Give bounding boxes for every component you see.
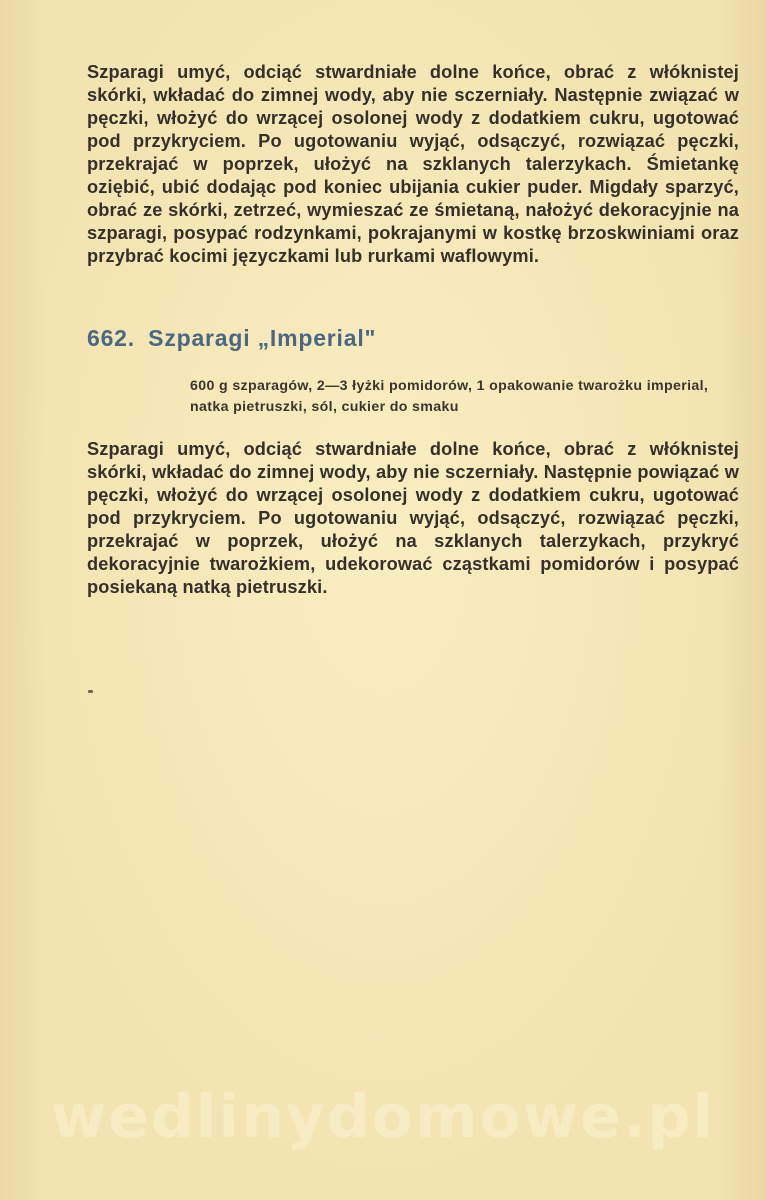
recipe-ingredients: 600 g szparagów, 2—3 łyżki pomidorów, 1 opakowanie twarożku imperial, natka pietruszki, sól, cukier do smaku — [190, 378, 709, 415]
recipe-heading — [87, 325, 376, 352]
recipe-method: Szparagi umyć, odciąć stwardniałe dolne końce, obrać z włóknistej skórki, wkładać do zimnej wody, aby nie sczerniały. Następnie powiązać w pęczki, włożyć do wrzącej osolonej wody z dodatkiem cukru, ugotować pod przykryciem. Po ugotowaniu wyjąć, odsączyć, rozwiązać pęczki, przekrajać w poprzek, ułożyć na szklanych talerzykach, przykryć dekoracyjnie twarożkiem, udekorować cząstkami pomidorów i posypać posiekaną natką pietruszki. — [87, 439, 739, 597]
recipe-number: 662. — [87, 325, 135, 351]
previous-recipe-method: Szparagi umyć, odciąć stwardniałe dolne końce, obrać z włóknistej skórki, wkładać do zimnej wody, aby nie sczerniały. Następnie związać w pęczki, włożyć do wrzącej osolonej wody z dodatkiem cukru, ugotować pod przykryciem. Po ugotowaniu wyjąć, odsączyć, rozwiązać pęczki, przekrajać w poprzek, ułożyć na szklanych talerzykach. Śmietankę oziębić, ubić dodając pod koniec ubijania cukier puder. Migdały sparzyć, obrać ze skórki, zetrzeć, wymieszać ze śmietaną, nałożyć dekoracyjnie na szparagi, posypać rodzynkami, pokrajanymi w kostkę brzoskwiniami oraz przybrać kocimi języczkami lub rurkami waflowymi. — [87, 62, 739, 266]
print-speck — [88, 690, 93, 693]
recipe-title: Szparagi „Imperial" — [148, 325, 377, 351]
watermark: wedlinydomowe.pl — [50, 1082, 716, 1152]
